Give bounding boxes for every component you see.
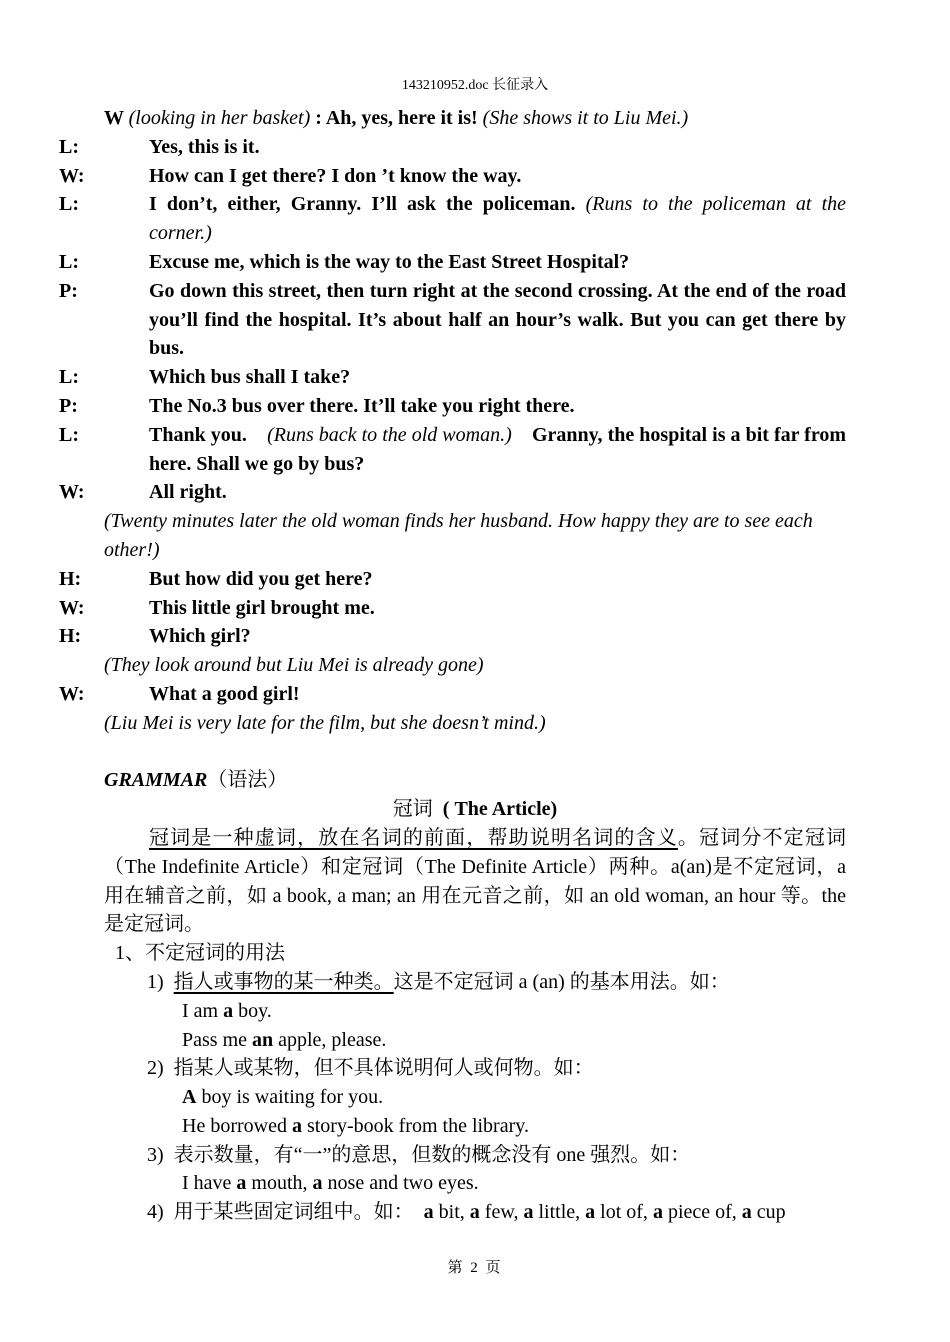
- dialogue-speech: Yes, this is it.: [149, 135, 260, 158]
- dialogue-line: [59, 594, 846, 623]
- stage-direction: (Runs to the policeman at the corner.): [149, 193, 847, 245]
- stage-direction-line: (Liu Mei is very late for the film, but she doesn’t mind.): [104, 711, 546, 734]
- dialogue-speech: The No.3 bus over there. It’ll take you right there.: [149, 394, 575, 417]
- dialogue-line: [59, 133, 846, 162]
- stage-direction: (She shows it to Liu Mei.): [482, 107, 689, 129]
- document-body: [59, 104, 847, 1227]
- dialogue-speech: Granny, the hospital is a bit far from here. Shall we go by bus?: [149, 423, 847, 475]
- dialogue-line: [59, 565, 846, 594]
- dialogue-speech: Which girl?: [149, 625, 251, 648]
- usage-item-3: 3) 表示数量，有“一”的意思，但数的概念没有 one 强烈。如：: [147, 1143, 691, 1166]
- usage-item-1: 1) 指人或事物的某一种类。这是不定冠词 a (an) 的基本用法。如：: [147, 970, 730, 993]
- grammar-heading: GRAMMAR（语法）: [104, 769, 288, 792]
- dialogue-line: [59, 248, 846, 277]
- dialogue-speech: Thank you.: [149, 423, 247, 446]
- dialogue-speech: What a good girl!: [149, 682, 300, 705]
- blank-line: [104, 738, 846, 767]
- grammar-title: 冠词 ( The Article): [392, 798, 558, 821]
- grammar-intro-paragraph: 冠词是一种虚词，放在名词的前面，帮助说明名词的含义。冠词分不定冠词（The Indefinite Article）和定冠词（The Definite Article）两种。a(an)是不定冠词，a 用在辅音之前，如 a book, a man; an 用在元音之前，如 an old woman, an hour 等。the 是定冠词。: [104, 826, 846, 936]
- stage-direction: (Runs back to the old woman.): [267, 423, 512, 446]
- dialogue-speech: I don’t, either, Granny. I’ll ask the policeman.: [149, 193, 576, 216]
- speaker-label: H:: [59, 567, 82, 590]
- usage-item-2: 2) 指某人或某物，但不具体说明何人或何物。如：: [147, 1057, 594, 1080]
- dialogue-speech: But how did you get here?: [149, 567, 373, 590]
- speaker-label: W: [104, 107, 124, 129]
- underlined-point: 指人或事物的某一种类。: [173, 970, 394, 993]
- dialogue-speech: This little girl brought me.: [149, 596, 375, 619]
- speaker-label: L:: [59, 423, 79, 446]
- speaker-label: W:: [59, 481, 85, 504]
- dialogue-line: [59, 190, 847, 248]
- example-sentence: A boy is waiting for you.: [182, 1086, 384, 1109]
- section-heading: 1、不定冠词的用法: [115, 942, 285, 965]
- dialogue-line: [59, 478, 846, 507]
- page-header: 143210952.doc 长征录入: [401, 78, 549, 93]
- speaker-label: W:: [59, 682, 85, 705]
- speaker-label: L:: [59, 193, 79, 216]
- example-sentence: I am a boy.: [182, 999, 272, 1022]
- stage-direction: (looking in her basket): [128, 107, 311, 129]
- dialogue-line-intro: [104, 104, 846, 133]
- example-sentence: He borrowed a story-book from the library.: [182, 1114, 529, 1137]
- usage-item-4: 4) 用于某些固定词组中。如： a bit, a few, a little, a lot of, a piece of, a cup: [147, 1201, 786, 1224]
- speaker-label: W:: [59, 596, 85, 619]
- speaker-label: L:: [59, 366, 79, 389]
- example-sentence: Pass me an apple, please.: [182, 1028, 387, 1051]
- speaker-label: P:: [59, 394, 78, 417]
- dialogue-speech: Which bus shall I take?: [149, 366, 351, 389]
- dialogue-speech: Go down this street, then turn right at the second crossing. At the end of the road you’ll find the hospital. It’s about half an hour’s walk. But you can get there by bus.: [149, 279, 846, 360]
- speaker-label: L:: [59, 250, 79, 273]
- dialogue-line: [59, 421, 847, 479]
- dialogue-line: [59, 622, 846, 651]
- dialogue-line: [59, 363, 846, 392]
- speaker-label: L:: [59, 135, 79, 158]
- underlined-definition: 冠词是一种虚词，放在名词的前面，帮助说明名词的含义: [149, 826, 678, 849]
- stage-direction-line: (They look around but Liu Mei is already gone): [104, 654, 484, 677]
- dialogue-line: [59, 162, 846, 191]
- dialogue-line: [59, 277, 846, 363]
- dialogue-line: [59, 680, 846, 709]
- speaker-label: P:: [59, 279, 78, 302]
- dialogue-speech: All right.: [149, 481, 227, 504]
- dialogue-line: [59, 392, 846, 421]
- dialogue-speech: Excuse me, which is the way to the East Street Hospital?: [149, 250, 630, 273]
- speaker-label: H:: [59, 625, 82, 648]
- speaker-label: W:: [59, 164, 85, 187]
- stage-direction-line: (Twenty minutes later the old woman finds her husband. How happy they are to see each other!): [104, 510, 813, 561]
- page-footer: 第 2 页: [447, 1260, 503, 1276]
- example-sentence: I have a mouth, a nose and two eyes.: [182, 1172, 479, 1195]
- dialogue-speech: : Ah, yes, here it is!: [315, 107, 478, 129]
- dialogue-speech: How can I get there? I don ’t know the way.: [149, 164, 522, 187]
